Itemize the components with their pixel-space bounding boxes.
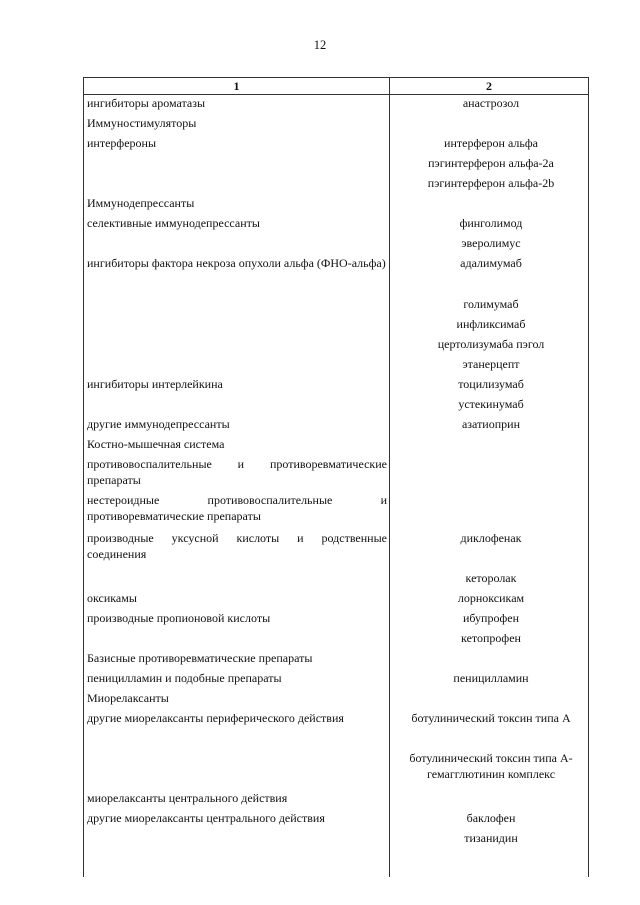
drug-name-cell: устекинумаб xyxy=(458,397,524,411)
drug-name-cell xyxy=(390,456,588,492)
table-row xyxy=(84,316,588,336)
drug-name-cell: пэгинтерферон альфа-2b xyxy=(427,176,555,190)
drug-name-cell: анастрозол xyxy=(462,96,520,110)
table-row xyxy=(84,790,588,810)
category-cell xyxy=(84,336,390,356)
category-cell: Иммуностимуляторы xyxy=(87,116,197,130)
table-row xyxy=(84,670,588,690)
table-row xyxy=(84,530,588,570)
table-row xyxy=(84,830,588,850)
drug-name-cell: адалимумаб xyxy=(460,256,522,270)
column-divider xyxy=(389,95,390,877)
category-cell: селективные иммунодепрессанты xyxy=(87,216,260,230)
drug-name-cell xyxy=(390,650,588,670)
table-row xyxy=(84,690,588,710)
category-cell: другие миорелаксанты центрального действия xyxy=(87,811,325,825)
drug-name-cell: интерферон альфа xyxy=(444,136,538,150)
drug-name-cell xyxy=(390,690,588,710)
category-cell: ингибиторы ароматазы xyxy=(87,96,206,110)
category-cell: Миорелаксанты xyxy=(87,691,169,705)
table-row xyxy=(84,115,588,135)
drug-name-cell xyxy=(390,492,588,530)
drug-name-cell: тизанидин xyxy=(464,831,518,845)
drug-name-cell: кеторолак xyxy=(465,571,517,585)
table-row xyxy=(84,416,588,436)
table-row xyxy=(84,336,588,356)
drug-name-cell: ботулинический токсин типа А xyxy=(411,711,571,725)
table-row xyxy=(84,135,588,155)
drug-name-cell: голимумаб xyxy=(463,297,519,311)
table-row xyxy=(84,175,588,195)
category-cell: Базисные противоревматические препараты xyxy=(87,651,313,665)
table-row xyxy=(84,456,588,492)
category-cell: оксикамы xyxy=(87,591,137,605)
table-row xyxy=(84,590,588,610)
table-row xyxy=(84,750,588,790)
drug-classification-table xyxy=(83,77,589,877)
category-cell xyxy=(84,296,390,316)
table-row xyxy=(84,95,588,115)
drug-name-cell: пеницилламин xyxy=(453,671,529,685)
table-row xyxy=(84,376,588,396)
category-cell: Костно-мышечная система xyxy=(87,437,225,451)
category-cell xyxy=(84,175,390,195)
drug-name-cell: баклофен xyxy=(466,811,516,825)
table-header-row xyxy=(84,78,588,95)
table-row xyxy=(84,296,588,316)
table-row xyxy=(84,810,588,830)
drug-name-cell: тоцилизумаб xyxy=(458,377,524,391)
category-cell: производные пропионовой кислоты xyxy=(87,611,271,625)
table-row xyxy=(84,235,588,255)
category-cell: миорелаксанты центрального действия xyxy=(87,791,288,805)
category-cell: другие миорелаксанты периферического действия xyxy=(87,711,344,725)
category-cell xyxy=(84,356,390,376)
drug-name-cell xyxy=(390,790,588,810)
column-header-2: 2 xyxy=(486,79,492,93)
drug-name-cell: инфликсимаб xyxy=(456,317,526,331)
category-cell: противовоспалительные и противоревматические препараты xyxy=(87,457,387,487)
table-row xyxy=(84,396,588,416)
drug-name-cell: эверолимус xyxy=(461,236,521,250)
category-cell xyxy=(84,830,390,850)
category-cell xyxy=(84,570,390,590)
table-row xyxy=(84,436,588,456)
category-cell: интерфероны xyxy=(87,136,156,150)
drug-name-cell xyxy=(390,115,588,135)
table-row xyxy=(84,610,588,630)
table-row xyxy=(84,356,588,376)
category-cell: производные уксусной кислоты и родственные соединения xyxy=(87,531,387,561)
drug-name-cell: финголимод xyxy=(459,216,523,230)
drug-name-cell xyxy=(390,436,588,456)
table-row xyxy=(84,255,588,296)
table-row xyxy=(84,215,588,235)
drug-name-cell: пэгинтерферон альфа-2a xyxy=(428,156,554,170)
page-number: 12 xyxy=(313,38,327,52)
drug-name-cell: ибупрофен xyxy=(462,611,519,625)
category-cell xyxy=(84,316,390,336)
drug-name-cell: диклофенак xyxy=(460,531,522,545)
category-cell: пеницилламин и подобные препараты xyxy=(87,671,282,685)
table-row xyxy=(84,710,588,750)
category-cell xyxy=(84,155,390,175)
column-header-1: 1 xyxy=(84,78,390,94)
table-row xyxy=(84,570,588,590)
category-cell xyxy=(84,396,390,416)
category-cell: нестероидные противовоспалительные и противоревматические препараты xyxy=(87,493,387,523)
table-row xyxy=(84,155,588,175)
category-cell: Иммунодепрессанты xyxy=(87,196,195,210)
drug-name-cell: этанерцепт xyxy=(462,357,520,371)
table-row xyxy=(84,630,588,650)
category-cell xyxy=(84,750,390,790)
drug-name-cell xyxy=(390,195,588,215)
category-cell: другие иммунодепрессанты xyxy=(87,417,230,431)
table-row xyxy=(84,492,588,530)
drug-name-cell: азатиоприн xyxy=(461,417,520,431)
category-cell xyxy=(84,630,390,650)
drug-name-cell: кетопрофен xyxy=(461,631,521,645)
drug-name-cell: цертолизумаба пэгол xyxy=(437,337,545,351)
category-cell: ингибиторы фактора некроза опухоли альфа (ФНО-альфа) xyxy=(87,256,386,270)
drug-name-cell: ботулинический токсин типа А-гемагглютинин комплекс xyxy=(409,751,573,781)
category-cell xyxy=(84,235,390,255)
category-cell: ингибиторы интерлейкина xyxy=(87,377,223,391)
drug-name-cell: лорноксикам xyxy=(457,591,525,605)
table-row xyxy=(84,195,588,215)
table-row xyxy=(84,650,588,670)
table-body xyxy=(84,95,588,877)
